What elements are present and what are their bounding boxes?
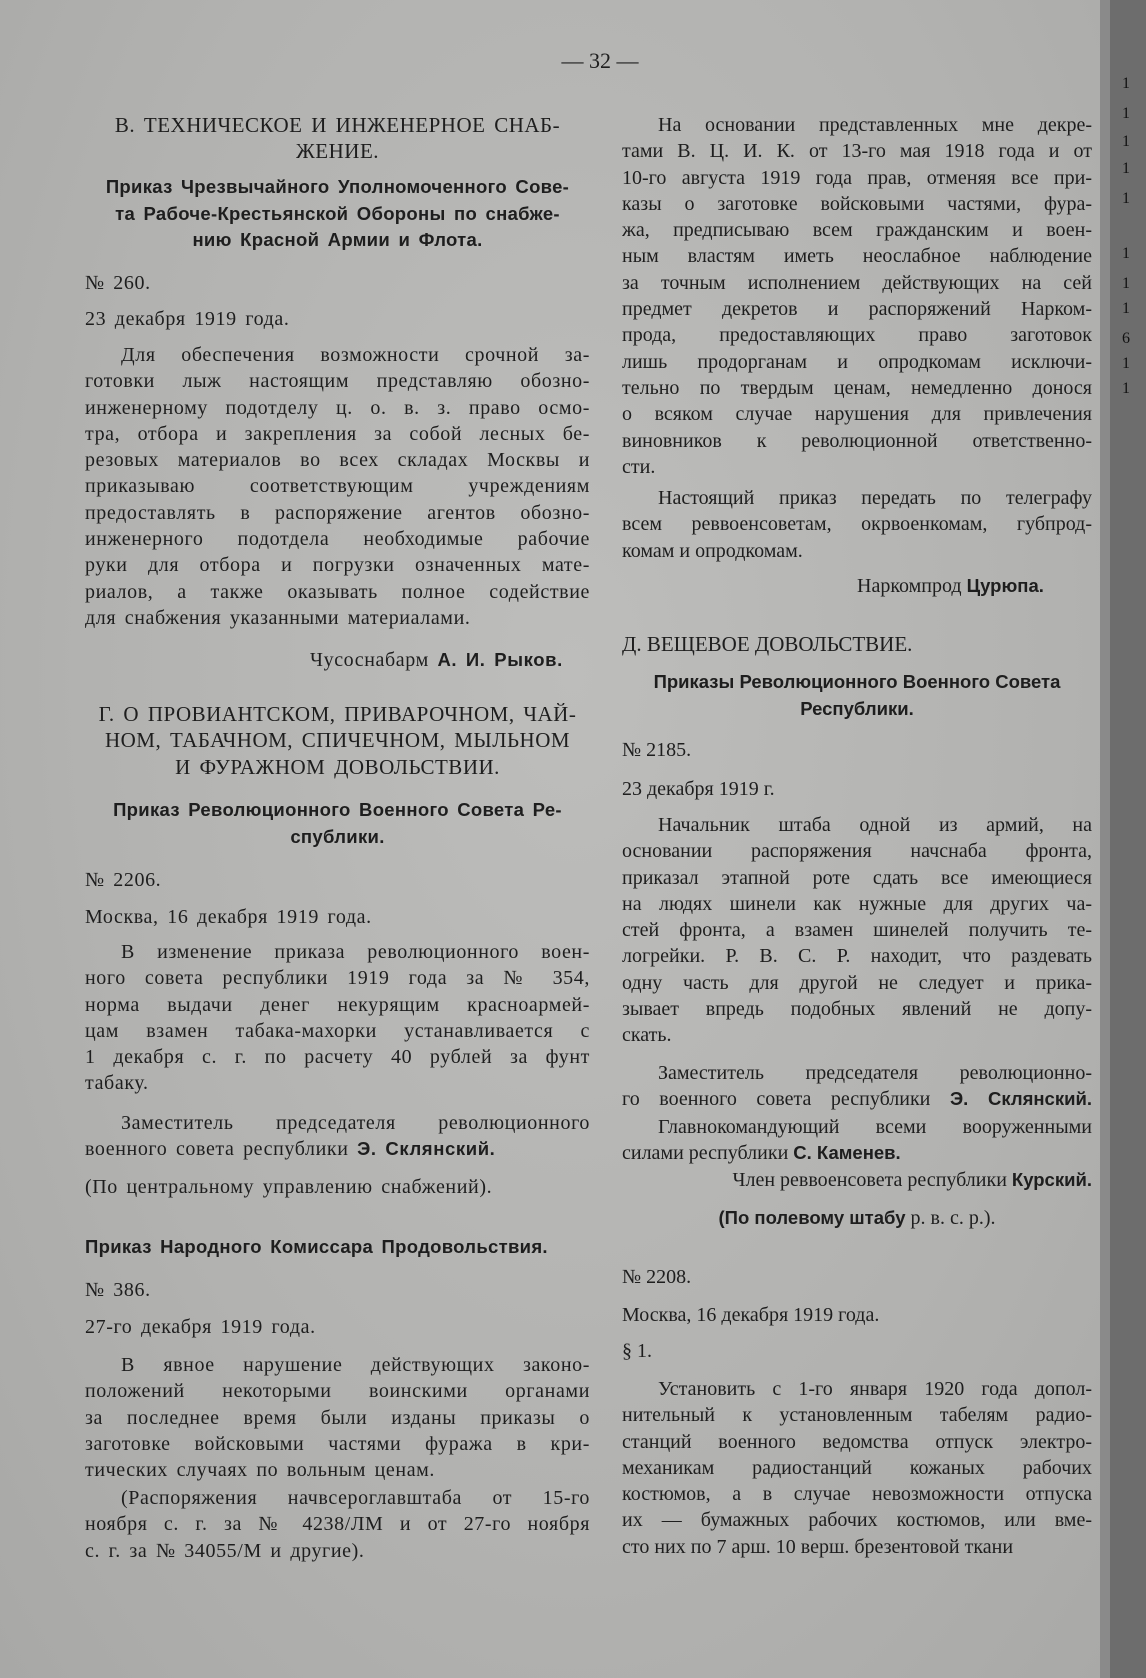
source-bold: (По полевому штабу xyxy=(718,1207,906,1228)
text-line: тических случаях по вольным ценам. xyxy=(85,1459,436,1482)
orders-rvs-title xyxy=(622,669,1092,722)
text-line: ным властям иметь неослабное наблюдение xyxy=(622,245,1092,268)
page-number: — 32 — xyxy=(561,48,639,73)
adjacent-page-edge xyxy=(1100,0,1146,1678)
text-line: На основании представленных мне декре- xyxy=(658,114,1092,136)
signature-kursky xyxy=(622,1167,1092,1193)
order-386-signature xyxy=(622,573,1092,599)
margin-mark: 1 xyxy=(1122,75,1130,92)
text-line: нительный к установленным табелям радио- xyxy=(622,1404,1092,1427)
text-line: всем реввоенсоветам, окрвоенкомам, губпрод- xyxy=(622,513,1092,536)
margin-mark: 1 xyxy=(1122,245,1130,262)
order-2208-date: Москва, 16 декабря 1919 года. xyxy=(622,1304,880,1326)
text-line: 1 декабря с. г. по расчету 40 рублей за фунт xyxy=(85,1046,590,1069)
order-260-title xyxy=(85,174,590,254)
order-386-body-continued xyxy=(622,112,1092,480)
order-386-telegraph xyxy=(622,485,1092,564)
order-2185-source xyxy=(622,1205,1092,1231)
text-line: НОМ, ТАБАЧНОМ, СПИЧЕЧНОМ, МЫЛЬНОМ xyxy=(104,728,571,753)
text-line: комам и опродкомам. xyxy=(622,539,803,562)
margin-mark: 1 xyxy=(1122,275,1130,292)
text-line: Приказ Чрезвычайного Уполномоченного Сове- xyxy=(105,176,570,197)
order-260-number: № 260. xyxy=(85,272,151,294)
text-line: лишь продорганам и опродкомам исключи- xyxy=(622,350,1092,373)
order-2185-number: № 2185. xyxy=(622,739,692,761)
text-line: за последнее время были изданы приказы о xyxy=(85,1406,590,1429)
text-line: ноября с. г. за № 4238/ЛМ и от 27-го ноября xyxy=(85,1513,590,1536)
text-line: логрейки. Р. В. С. Р. находит, что раздевать xyxy=(622,945,1092,968)
text-line: табаку. xyxy=(85,1072,149,1095)
order-2206-number: № 2206. xyxy=(85,869,162,891)
source-rest: р. в. с. р.). xyxy=(910,1207,996,1229)
text-line: Республики. xyxy=(800,697,914,719)
margin-mark: 1 xyxy=(1122,160,1130,177)
text-line: резовых материалов во всех складах Москвы и xyxy=(85,449,590,472)
text-line: прода, предоставляющих право заготовок xyxy=(622,324,1092,347)
text-line: скать. xyxy=(622,1024,672,1047)
margin-mark: 1 xyxy=(1122,105,1130,122)
text-line: для снабжения указанными материалами. xyxy=(85,606,471,629)
text-line: приказал этапной роте сдать все имеющиеся xyxy=(622,866,1092,889)
text-line: заготовке войсковыми частями фуража в кри- xyxy=(85,1432,590,1455)
order-260-date: 23 декабря 1919 года. xyxy=(85,308,290,330)
text-line: тами В. Ц. И. К. от 13-го мая 1918 года и от xyxy=(622,140,1092,163)
order-386-references xyxy=(85,1485,590,1564)
text-line: станций военного ведомства отпуск электро- xyxy=(622,1430,1092,1453)
signature-name: Курский. xyxy=(1011,1169,1092,1190)
text-line: Установить с 1-го января 1920 года допол- xyxy=(658,1378,1092,1400)
signature-line: силами республики xyxy=(622,1142,789,1165)
text-line: В явное нарушение действующих законо- xyxy=(121,1354,590,1376)
text-line: Для обеспечения возможности срочной за- xyxy=(121,344,590,366)
text-line: зывает впредь подобных явлений не допу- xyxy=(622,998,1092,1021)
signature-name: Э. Склянский. xyxy=(357,1138,496,1160)
text-line: цам взамен табака-махорки устанавливается с xyxy=(85,1019,590,1042)
text-line: руки для отбора и погрузки означенных мате- xyxy=(85,554,590,577)
order-2206-title xyxy=(85,797,590,850)
text-line: Приказ Революционного Военного Совета Ре- xyxy=(113,799,562,820)
text-line: стей фронта, а взамен шинелей получить те- xyxy=(622,919,1092,942)
text-line: положений некоторыми воинскими органами xyxy=(85,1380,590,1403)
order-2208-number: № 2208. xyxy=(622,1266,692,1288)
signature-name: Цурюпа. xyxy=(966,575,1044,596)
order-2185-body xyxy=(622,812,1092,1049)
margin-mark: 6 xyxy=(1122,330,1130,347)
order-260-signature xyxy=(85,647,590,673)
signature-name: А. И. Рыков. xyxy=(437,649,563,670)
order-2206-date: Москва, 16 декабря 1919 года. xyxy=(85,906,372,928)
signature-kamenev xyxy=(622,1114,1092,1167)
text-line: Г. О ПРОВИАНТСКОМ, ПРИВАРОЧНОМ, ЧАЙ- xyxy=(98,702,577,726)
signature-name: Э. Склянский. xyxy=(949,1088,1092,1110)
section-g-heading xyxy=(85,701,590,780)
text-line: казы о заготовке войсковыми частями, фура- xyxy=(622,192,1092,215)
text-line: Настоящий приказ передать по телеграфу xyxy=(658,487,1092,509)
order-386-number: № 386. xyxy=(85,1279,151,1301)
order-2206-source: (По центральному управлению снабжений). xyxy=(85,1176,493,1198)
text-line: виновников к революционной ответственно- xyxy=(622,429,1092,452)
order-386-title: Приказ Народного Комиссара Продовольствия. xyxy=(85,1236,548,1257)
margin-mark: 1 xyxy=(1122,133,1130,150)
text-line: на людях шинели как нужные для других ча- xyxy=(622,892,1092,915)
order-2208-body xyxy=(622,1376,1092,1560)
order-386-date: 27-го декабря 1919 года. xyxy=(85,1316,316,1338)
text-line: предмет декретов и распоряжений Нарком- xyxy=(622,298,1092,321)
text-line: их — бумажных рабочих костюмов, или вме- xyxy=(622,1509,1092,1532)
text-line: с. г. за № 34055/М и другие). xyxy=(85,1539,365,1562)
order-260-body xyxy=(85,342,590,631)
text-line: жа, предписываю всем гражданским и воен- xyxy=(622,219,1092,242)
order-2208-paragraph-mark: § 1. xyxy=(622,1340,652,1362)
text-line: о всяком случае нарушения для привлечения xyxy=(622,403,1092,426)
margin-mark: 1 xyxy=(1122,190,1130,207)
text-line: инженерному подотделу ц. о. в. з. право осмо- xyxy=(85,396,590,419)
margin-mark: 1 xyxy=(1122,300,1130,317)
order-2185-date: 23 декабря 1919 г. xyxy=(622,778,775,800)
text-line: Начальник штаба одной из армий, на xyxy=(658,814,1092,836)
signature-line: Заместитель председателя революционно- xyxy=(658,1062,1092,1084)
section-v-heading xyxy=(85,112,590,165)
signature-name: С. Каменев. xyxy=(793,1142,901,1164)
text-line: сто них по 7 арш. 10 верш. брезентовой ткани xyxy=(622,1535,1014,1558)
text-line: ного совета республики 1919 года за № 354, xyxy=(85,967,590,990)
text-line: механикам радиостанций кожаных рабочих xyxy=(622,1456,1092,1479)
margin-mark: 1 xyxy=(1122,380,1130,397)
text-line: костюмов, а в случае невозможности отпуска xyxy=(622,1483,1092,1506)
text-line: основании распоряжения начснаба фронта, xyxy=(622,840,1092,863)
signature-line: Заместитель председателя революционного xyxy=(121,1112,590,1134)
text-line: тра, отбора и закрепления за собой лесных бе- xyxy=(85,422,590,445)
signature-title: Чусоснабарм xyxy=(310,649,429,671)
signature-line: го военного совета республики xyxy=(622,1088,931,1111)
margin-mark: 1 xyxy=(1122,355,1130,372)
text-line: та Рабоче-Крестьянской Обороны по снабже- xyxy=(115,202,560,224)
order-386-body xyxy=(85,1352,590,1483)
text-line: спублики. xyxy=(290,825,385,847)
text-line: 10-го августа 1919 года прав, отменяя все при- xyxy=(622,166,1092,189)
text-line: приказываю соответствующим учреждениям xyxy=(85,475,590,498)
text-line: Приказы Революционного Военного Совета xyxy=(653,671,1061,692)
signature-line: военного совета республики xyxy=(85,1138,349,1161)
text-line: В. ТЕХНИЧЕСКОЕ И ИНЖЕНЕРНОЕ СНАБ- xyxy=(114,113,561,137)
text-line: тельно по твердым ценам, немедленно донося xyxy=(622,376,1092,399)
signature-sklyansky xyxy=(622,1060,1092,1113)
signature-line: Главнокомандующий всеми вооруженными xyxy=(658,1116,1092,1138)
text-line: норма выдачи денег некурящим красноармей- xyxy=(85,993,590,1016)
text-line: И ФУРАЖНОМ ДОВОЛЬСТВИИ. xyxy=(175,754,500,779)
section-d-heading: Д. ВЕЩЕВОЕ ДОВОЛЬСТВИЕ. xyxy=(622,632,913,656)
order-2206-signature xyxy=(85,1110,590,1163)
text-line: инженерного подотдела необходимые рабочие xyxy=(85,528,590,551)
signature-line: Член реввоенсовета республики xyxy=(732,1169,1007,1191)
text-line: за точным исполнением действующих на сей xyxy=(622,271,1092,294)
signature-title: Наркомпрод xyxy=(857,575,962,597)
text-line: готовки лыж настоящим представляю обозно- xyxy=(85,370,590,393)
text-line: риалов, а также оказывать полное содействие xyxy=(85,580,590,603)
text-line: нию Красной Армии и Флота. xyxy=(192,229,483,251)
text-line: предоставлять в распоряжение агентов обозно- xyxy=(85,501,590,524)
text-line: В изменение приказа революционного воен- xyxy=(121,941,590,963)
text-line: (Распоряжения начвсероглавштаба от 15-го xyxy=(121,1487,590,1509)
text-line: ЖЕНИЕ. xyxy=(295,139,380,164)
text-line: одну часть для другой не следует и прика- xyxy=(622,971,1092,994)
order-2206-body xyxy=(85,939,590,1097)
text-line: сти. xyxy=(622,455,656,478)
